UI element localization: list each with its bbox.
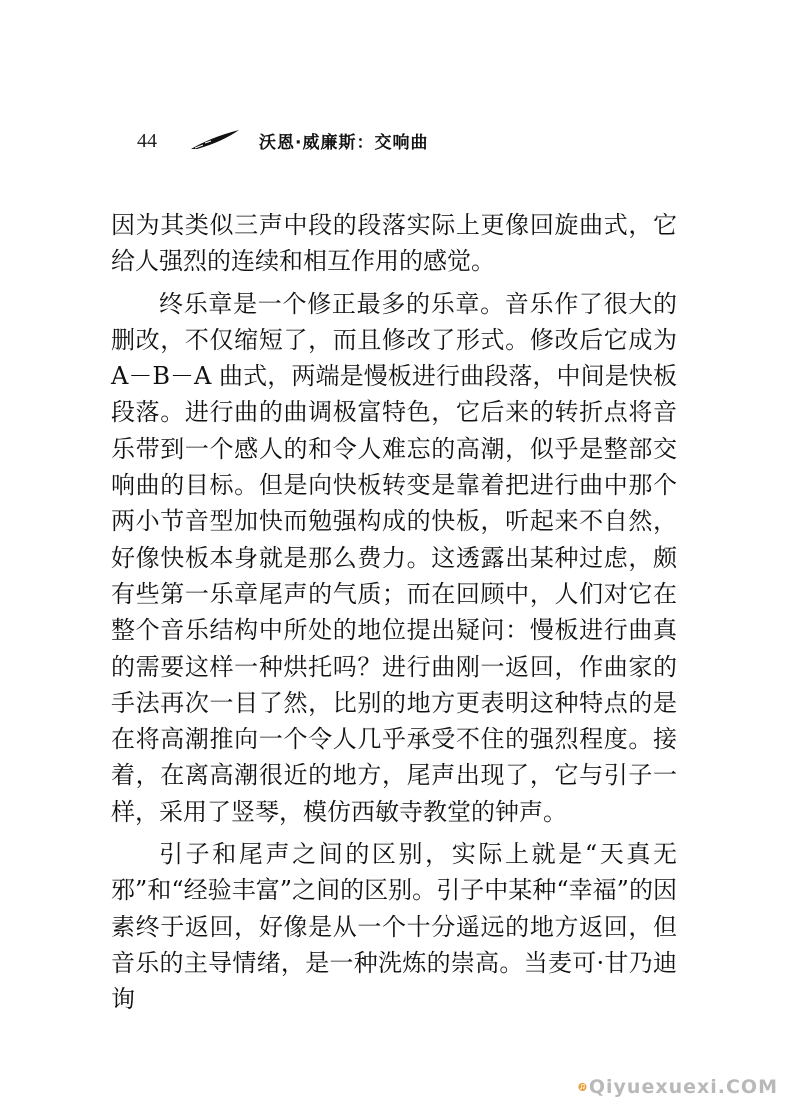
music-note-icon [578, 1074, 587, 1100]
watermark-text: Qiyuexuexi.COM [588, 1076, 778, 1098]
body-text [111, 207, 677, 1024]
paragraph-finale: 终乐章是一个修正最多的乐章。音乐作了很大的删改，不仅缩短了，而且修改了形式。修改后它成为 A－B－A 曲式，两端是慢板进行曲段落，中间是快板段落。进行曲的曲调极富特色，它后来的转折点将音乐带到一个感人的和令人难忘的高潮，似乎是整部交响曲的目标。但是向快板转变是靠着把进行曲中那个两小节音型加快而勉强构成的快板，听起来不自然，好像快板本身就是那么费力。这透露出某种过虑，颇有些第一乐章尾声的气质；而在回顾中，人们对它在整个音乐结构中所处的地位提出疑问：慢板进行曲真的需要这样一种烘托吗？进行曲刚一返回，作曲家的手法再次一目了然，比别的地方更表明这种特点的是在将高潮推向一个令人几乎承受不住的强烈程度。接着，在离高潮很近的地方，尾声出现了，它与引子一样，采用了竖琴，模仿西敏寺教堂的钟声。 [111, 289, 677, 826]
quill-ornament-icon [189, 128, 241, 152]
page-header [137, 124, 677, 164]
page-number: 44 [137, 130, 157, 152]
running-title: 沃恩·威廉斯：交响曲 [259, 133, 429, 153]
paragraph-intro-coda: 引子和尾声之间的区别，实际上就是“天真无邪”和“经验丰富”之间的区别。引子中某种“幸福”的因素终于返回，好像是从一个十分遥远的地方返回，但音乐的主导情绪，是一种洗炼的崇高。当麦可·甘乃迪询 [111, 840, 677, 1014]
watermark [578, 1074, 778, 1100]
paragraph-continuation: 因为其类似三声中段的段落实际上更像回旋曲式，它给人强烈的连续和相互作用的感觉。 [111, 211, 677, 276]
